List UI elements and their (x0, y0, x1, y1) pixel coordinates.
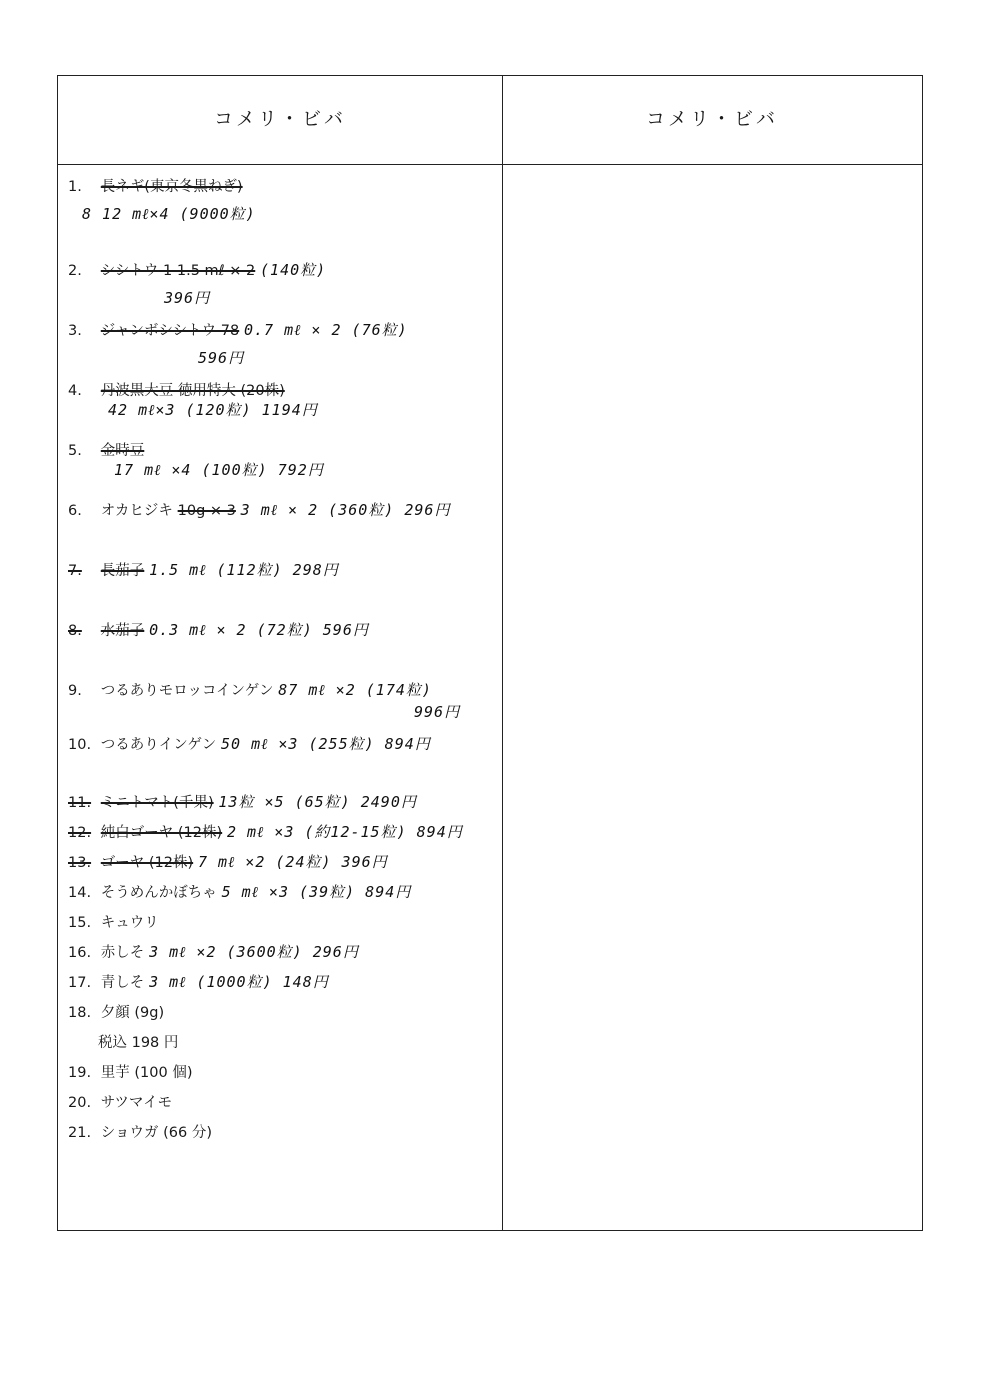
item-number: 12. (68, 825, 92, 841)
left-column-title: コメリ・ビバ (213, 108, 346, 130)
item-number: 19. (68, 1065, 92, 1081)
item-note: 5 mℓ ×3 (39粒) 894円 (221, 883, 412, 901)
item-price: 596円 (198, 349, 245, 367)
item-note: 3 mℓ ×2 (3600粒) 296円 (149, 943, 359, 961)
item-number: 8. (68, 623, 82, 639)
right-column-title: コメリ・ビバ (645, 108, 778, 130)
list-item (68, 912, 498, 933)
item-name: ミニトマト(千果) (100, 795, 214, 811)
item-note: 13粒 ×5 (65粒) 2490円 (218, 793, 417, 811)
item-number: 18. (68, 1005, 92, 1021)
item-note: (140粒) (260, 261, 327, 279)
item-name: ゴーヤ (12株) (100, 855, 194, 871)
list-item-note (82, 204, 512, 224)
item-number: 7. (68, 563, 82, 579)
item-note: 2 mℓ ×3 (約12-15粒) 894円 (226, 823, 463, 841)
list-item-note (198, 348, 628, 368)
item-number: 21. (68, 1125, 92, 1141)
item-number: 2. (68, 263, 82, 279)
item-name: キュウリ (100, 915, 159, 931)
item-name: オカヒジキ (100, 503, 173, 519)
item-name: 里芋 (100 個) (100, 1065, 193, 1081)
item-name: シシトウ 1 1.5 mℓ × 2 (100, 263, 256, 279)
list-item-note (414, 702, 844, 722)
list-item (68, 176, 498, 197)
item-note: 3 mℓ (1000粒) 148円 (149, 973, 329, 991)
item-number: 1. (68, 179, 82, 195)
item-number: 13. (68, 855, 92, 871)
list-item (68, 620, 498, 641)
list-item (68, 500, 498, 521)
item-price: 396円 (164, 289, 211, 307)
item-number: 20. (68, 1095, 92, 1111)
item-note: 17 mℓ ×4 (100粒) 792円 (114, 461, 324, 479)
item-note: 87 mℓ ×2 (174粒) (278, 681, 432, 699)
seed-list-table (57, 75, 923, 1231)
list-item-note (114, 460, 544, 480)
item-name: つるありインゲン (100, 737, 217, 753)
item-note: 8 12 mℓ×4 (9000粒) (82, 205, 256, 223)
list-item-note (98, 1032, 528, 1053)
item-number: 15. (68, 915, 92, 931)
item-name: 純白ゴーヤ (12株) (100, 825, 223, 841)
item-number: 4. (68, 383, 82, 399)
item-name: 青しそ (100, 975, 145, 991)
item-number: 10. (68, 737, 92, 753)
list-item (68, 882, 498, 903)
header-divider (58, 164, 922, 165)
list-item (68, 734, 498, 755)
list-item (68, 852, 498, 873)
item-note: 0.7 mℓ × 2 (76粒) (243, 321, 408, 339)
list-item (68, 380, 498, 401)
item-name: 長茄子 (100, 563, 145, 579)
item-price: 税込 198 円 (98, 1035, 179, 1051)
item-note: 3 mℓ × 2 (360粒) 296円 (240, 501, 451, 519)
item-name: ジャンボシシトウ 78 (100, 323, 240, 339)
item-name: 水茄子 (100, 623, 145, 639)
list-item-note (164, 288, 594, 308)
item-name: 金時豆 (100, 443, 145, 459)
item-note: 0.3 mℓ × 2 (72粒) 596円 (149, 621, 369, 639)
item-number: 11. (68, 795, 92, 811)
item-note: 42 mℓ×3 (120粒) 1194円 (108, 401, 318, 419)
item-number: 16. (68, 945, 92, 961)
list-item (68, 822, 498, 843)
list-item (68, 1092, 498, 1113)
list-item (68, 1122, 498, 1143)
item-name: ショウガ (66 分) (100, 1125, 212, 1141)
list-item (68, 942, 498, 963)
item-price: 996円 (414, 703, 461, 721)
list-item (68, 792, 498, 813)
list-item (68, 560, 498, 581)
item-name: つるありモロッコインゲン (100, 683, 274, 699)
item-number: 3. (68, 323, 82, 339)
item-note: 7 mℓ ×2 (24粒) 396円 (197, 853, 388, 871)
item-note: 50 mℓ ×3 (255粒) 894円 (220, 735, 431, 753)
item-name: サツマイモ (100, 1095, 173, 1111)
list-item (68, 440, 498, 461)
item-number: 17. (68, 975, 92, 991)
list-item (68, 972, 498, 993)
list-item (68, 680, 498, 701)
item-struck-amount: 10g × 3 (177, 503, 236, 519)
list-item (68, 1002, 498, 1023)
item-number: 5. (68, 443, 82, 459)
item-number: 14. (68, 885, 92, 901)
list-item-note (108, 400, 538, 420)
item-name: そうめんかぼちゃ (100, 885, 217, 901)
list-item (68, 320, 498, 341)
item-name: 長ネギ(東京冬黒ねぎ) (100, 179, 243, 195)
item-name: 夕顔 (9g) (100, 1005, 165, 1021)
item-number: 9. (68, 683, 82, 699)
item-number: 6. (68, 503, 82, 519)
list-item (68, 1062, 498, 1083)
item-name: 丹波黒大豆 徳用特大 (20株) (100, 383, 285, 399)
list-item (68, 260, 498, 281)
item-name: 赤しそ (100, 945, 145, 961)
column-divider (502, 76, 503, 1230)
item-note: 1.5 mℓ (112粒) 298円 (149, 561, 339, 579)
